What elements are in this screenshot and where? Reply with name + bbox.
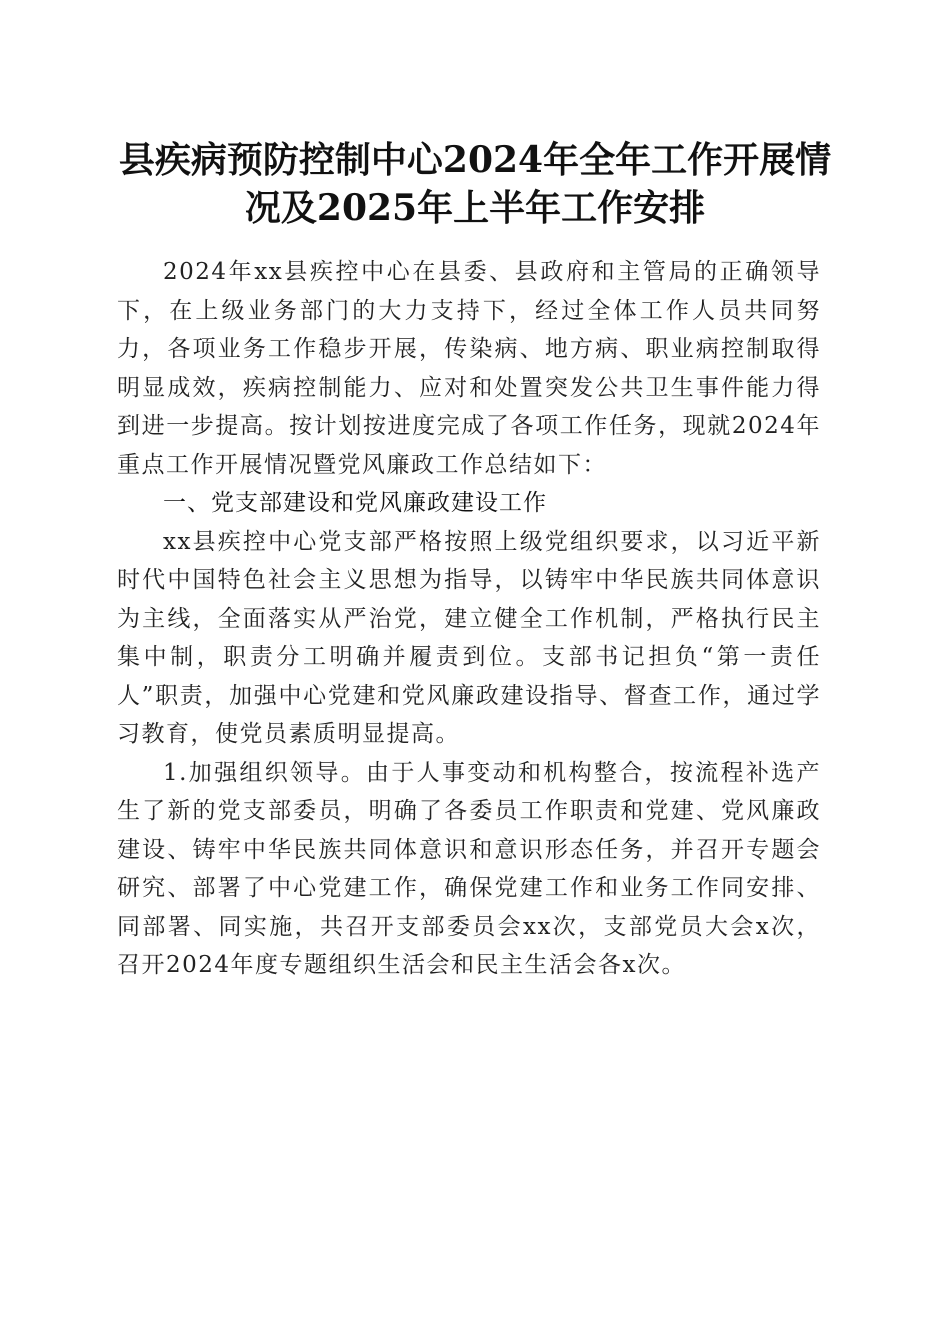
item-1-paragraph: 1.加强组织领导。由于人事变动和机构整合，按流程补选产生了新的党支部委员，明确了各委员工作职责和党建、党风廉政建设、铸牢中华民族共同体意识和意识形态任务，并召开专题会研究、部署了中心党建工作，确保党建工作和业务工作同安排、同部署、同实施，共召开支部委员会xx次，支部党员大会x次，召开2024年度专题组织生活会和民主生活会各x次。 [117,759,821,978]
document-title-line-1: 县疾病预防控制中心2024年全年工作开展情 [118,139,832,181]
document-title-line-2: 况及2025年上半年工作安排 [244,187,706,229]
document-body [117,253,821,985]
section-1-paragraph: xx县疾控中心党支部严格按照上级党组织要求，以习近平新时代中国特色社会主义思想为指导，以铸牢中华民族共同体意识为主线，全面落实从严治党，建立健全工作机制，严格执行民主集中制，职责分工明确并履责到位。支部书记担负“第一责任人”职责，加强中心党建和党风廉政建设指导、督查工作，通过学习教育，使党员素质明显提高。 [117,528,821,747]
document-title [110,136,840,232]
intro-paragraph: 2024年xx县疾控中心在县委、县政府和主管局的正确领导下，在上级业务部门的大力支持下，经过全体工作人员共同努力，各项业务工作稳步开展，传染病、地方病、职业病控制取得明显成效，疾病控制能力、应对和处置突发公共卫生事件能力得到进一步提高。按计划按进度完成了各项工作任务，现就2024年重点工作开展情况暨党风廉政工作总结如下： [117,259,821,478]
section-heading-1: 一、党支部建设和党风廉政建设工作 [163,490,547,516]
